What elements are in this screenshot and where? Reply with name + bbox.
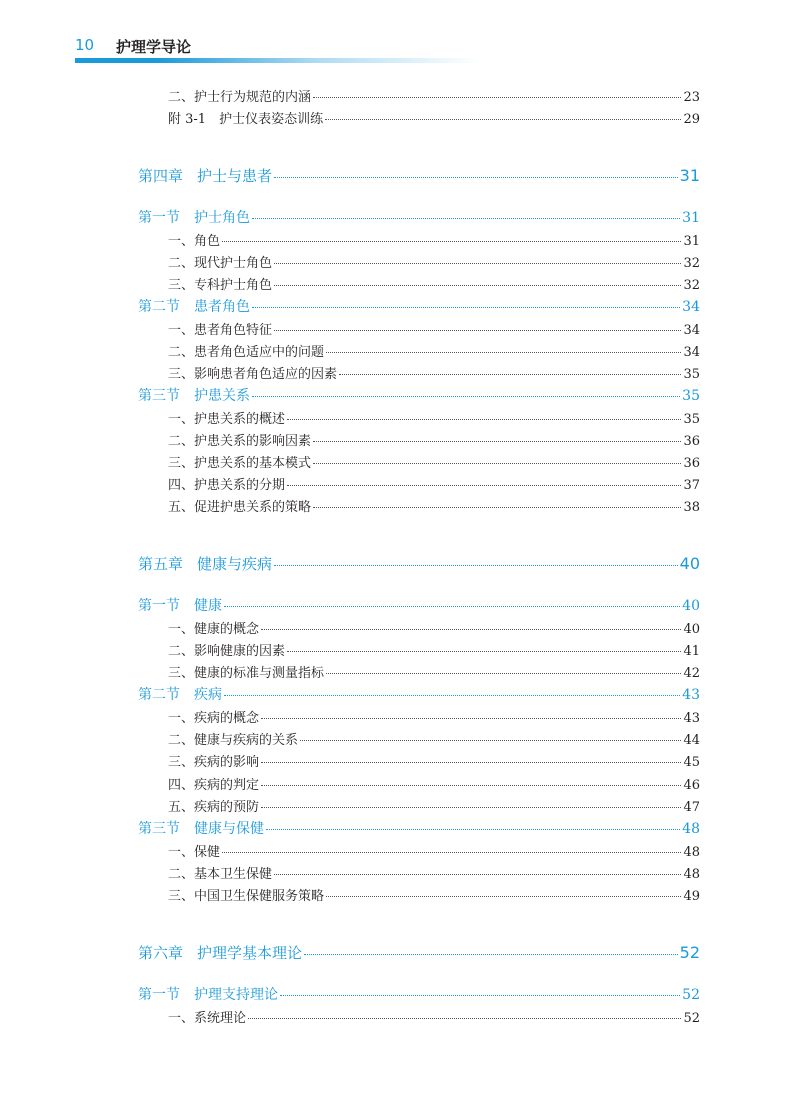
toc-item[interactable]	[0, 319, 700, 338]
toc-item-page: 36	[683, 456, 700, 471]
toc-item[interactable]	[0, 430, 700, 449]
leader-dots	[261, 629, 681, 630]
leader-dots	[248, 1018, 681, 1019]
toc-item[interactable]	[0, 230, 700, 249]
toc-item-title: 一、系统理论	[168, 1011, 247, 1026]
leader-dots	[300, 740, 681, 741]
leader-dots	[252, 396, 680, 397]
toc-item[interactable]	[0, 751, 700, 770]
toc-item-title: 一、护患关系的概述	[168, 412, 286, 427]
toc-item-title: 四、疾病的判定	[168, 778, 260, 793]
section-page: 40	[682, 598, 700, 614]
toc-item-title: 二、现代护士角色	[168, 256, 273, 271]
leader-dots	[287, 651, 681, 652]
toc-item-title: 一、保健	[168, 845, 221, 860]
leader-dots	[325, 119, 681, 120]
toc-item[interactable]	[0, 496, 700, 515]
chapter-page: 52	[679, 943, 700, 962]
toc-item-page: 40	[683, 622, 700, 637]
toc-item-page: 47	[683, 800, 700, 815]
toc-section[interactable]	[0, 296, 700, 316]
section-title: 健康与保健	[194, 821, 264, 837]
leader-dots	[339, 374, 681, 375]
leader-dots	[274, 330, 681, 331]
leader-dots	[261, 785, 681, 786]
leader-dots	[326, 352, 681, 353]
toc-item-title: 三、专科护士角色	[168, 278, 273, 293]
leader-dots	[313, 441, 681, 442]
section-title: 疾病	[194, 687, 222, 703]
toc-item[interactable]	[0, 662, 700, 681]
toc-section[interactable]	[0, 684, 700, 704]
leader-dots	[252, 307, 680, 308]
chapter-title: 护士与患者	[197, 167, 273, 185]
section-number: 第一节	[138, 987, 180, 1003]
toc-item-title: 三、中国卫生保健服务策略	[168, 889, 325, 904]
toc-section[interactable]	[0, 818, 700, 838]
toc-item[interactable]	[0, 341, 700, 360]
toc-item[interactable]	[0, 729, 700, 748]
section-page: 34	[682, 299, 700, 315]
section-page: 35	[682, 388, 700, 404]
running-title: 护理学导论	[116, 38, 192, 56]
toc-item-title: 二、健康与疾病的关系	[168, 733, 299, 748]
section-page: 43	[682, 687, 700, 703]
section-title: 护理支持理论	[194, 987, 278, 1003]
toc-item-title: 二、影响健康的因素	[168, 644, 286, 659]
section-number: 第二节	[138, 299, 180, 315]
leader-dots	[313, 97, 681, 98]
leader-dots	[261, 762, 681, 763]
toc-item-page: 31	[683, 234, 700, 249]
toc-item[interactable]	[0, 452, 700, 471]
leader-dots	[326, 673, 681, 674]
toc-item-page: 38	[683, 500, 700, 515]
section-number: 第二节	[138, 687, 180, 703]
leader-dots	[274, 565, 678, 566]
leader-dots	[222, 852, 681, 853]
toc-item-page: 48	[683, 845, 700, 860]
toc-item-title: 一、角色	[168, 234, 221, 249]
toc-item[interactable]	[0, 363, 700, 382]
toc-item-title: 三、护患关系的基本模式	[168, 456, 312, 471]
toc-item-title: 二、护士行为规范的内涵	[168, 90, 312, 105]
toc-item[interactable]	[0, 618, 700, 637]
toc-chapter[interactable]	[0, 553, 700, 574]
section-title: 护士角色	[194, 210, 250, 226]
toc-item[interactable]	[0, 408, 700, 427]
toc-item[interactable]	[0, 841, 700, 860]
leader-dots	[266, 829, 680, 830]
leader-dots	[326, 896, 681, 897]
chapter-title: 护理学基本理论	[197, 944, 303, 962]
leader-dots	[274, 285, 681, 286]
section-title: 健康	[194, 598, 222, 614]
leader-dots	[287, 419, 681, 420]
leader-dots	[224, 695, 680, 696]
toc-item-page: 43	[683, 711, 700, 726]
toc-item[interactable]	[0, 1007, 700, 1026]
toc-item-page: 29	[683, 112, 700, 127]
leader-dots	[313, 463, 681, 464]
section-title: 患者角色	[194, 299, 250, 315]
section-title: 护患关系	[194, 388, 250, 404]
toc-item[interactable]	[0, 774, 700, 793]
toc-item-title: 一、患者角色特征	[168, 323, 273, 338]
section-number: 第三节	[138, 821, 180, 837]
toc-item-page: 41	[683, 644, 700, 659]
toc-item-title: 三、健康的标准与测量指标	[168, 666, 325, 681]
toc-item[interactable]	[0, 86, 700, 105]
leader-dots	[304, 954, 678, 955]
toc-section[interactable]	[0, 595, 700, 615]
leader-dots	[274, 874, 681, 875]
leader-dots	[252, 218, 680, 219]
toc-item-page: 49	[683, 889, 700, 904]
chapter-page: 40	[679, 554, 700, 573]
leader-dots	[274, 177, 678, 178]
toc-item[interactable]	[0, 274, 700, 293]
toc-item-title: 一、疾病的概念	[168, 711, 260, 726]
toc-item-page: 34	[683, 323, 700, 338]
toc-section[interactable]	[0, 207, 700, 227]
leader-dots	[224, 606, 680, 607]
toc-item[interactable]	[0, 640, 700, 659]
toc-item-page: 52	[683, 1011, 700, 1026]
toc-chapter[interactable]	[0, 942, 700, 963]
leader-dots	[222, 241, 681, 242]
toc-item-page: 32	[683, 256, 700, 271]
leader-dots	[274, 263, 681, 264]
toc-item-title: 附 3-1 护士仪表姿态训练	[168, 112, 324, 127]
toc-item-page: 35	[683, 367, 700, 382]
chapter-number: 第六章	[138, 944, 184, 962]
section-number: 第一节	[138, 598, 180, 614]
section-page: 31	[682, 210, 700, 226]
toc-item[interactable]	[0, 474, 700, 493]
toc-item-page: 44	[683, 733, 700, 748]
leader-dots	[287, 485, 681, 486]
toc-item[interactable]	[0, 863, 700, 882]
toc-item-page: 34	[683, 345, 700, 360]
toc-item[interactable]	[0, 885, 700, 904]
toc-item[interactable]	[0, 796, 700, 815]
toc-item-page: 37	[683, 478, 700, 493]
toc-item[interactable]	[0, 108, 700, 127]
toc-chapter[interactable]	[0, 165, 700, 186]
toc-item[interactable]	[0, 707, 700, 726]
section-page: 48	[682, 821, 700, 837]
toc-item-title: 二、基本卫生保健	[168, 867, 273, 882]
toc-item-page: 46	[683, 778, 700, 793]
leader-dots	[261, 807, 681, 808]
toc-item-title: 三、疾病的影响	[168, 755, 260, 770]
toc-item-page: 23	[683, 90, 700, 105]
toc-item-page: 48	[683, 867, 700, 882]
page-number: 10	[75, 36, 95, 54]
toc-item-title: 五、疾病的预防	[168, 800, 260, 815]
toc-item-page: 32	[683, 278, 700, 293]
leader-dots	[280, 995, 680, 996]
toc-section[interactable]	[0, 385, 700, 405]
chapter-title: 健康与疾病	[197, 555, 273, 573]
toc-item-title: 二、患者角色适应中的问题	[168, 345, 325, 360]
leader-dots	[313, 507, 681, 508]
chapter-number: 第四章	[138, 167, 184, 185]
toc-item-page: 42	[683, 666, 700, 681]
toc-item[interactable]	[0, 252, 700, 271]
chapter-page: 31	[679, 166, 700, 185]
toc-item-title: 五、促进护患关系的策略	[168, 500, 312, 515]
toc-item-page: 35	[683, 412, 700, 427]
toc-item-title: 一、健康的概念	[168, 622, 260, 637]
toc-item-page: 36	[683, 434, 700, 449]
section-number: 第三节	[138, 388, 180, 404]
toc-item-title: 四、护患关系的分期	[168, 478, 286, 493]
toc-item-title: 三、影响患者角色适应的因素	[168, 367, 338, 382]
chapter-number: 第五章	[138, 555, 184, 573]
section-page: 52	[682, 987, 700, 1003]
leader-dots	[261, 718, 681, 719]
toc-item-page: 45	[683, 755, 700, 770]
toc-item-title: 二、护患关系的影响因素	[168, 434, 312, 449]
toc-section[interactable]	[0, 984, 700, 1004]
section-number: 第一节	[138, 210, 180, 226]
